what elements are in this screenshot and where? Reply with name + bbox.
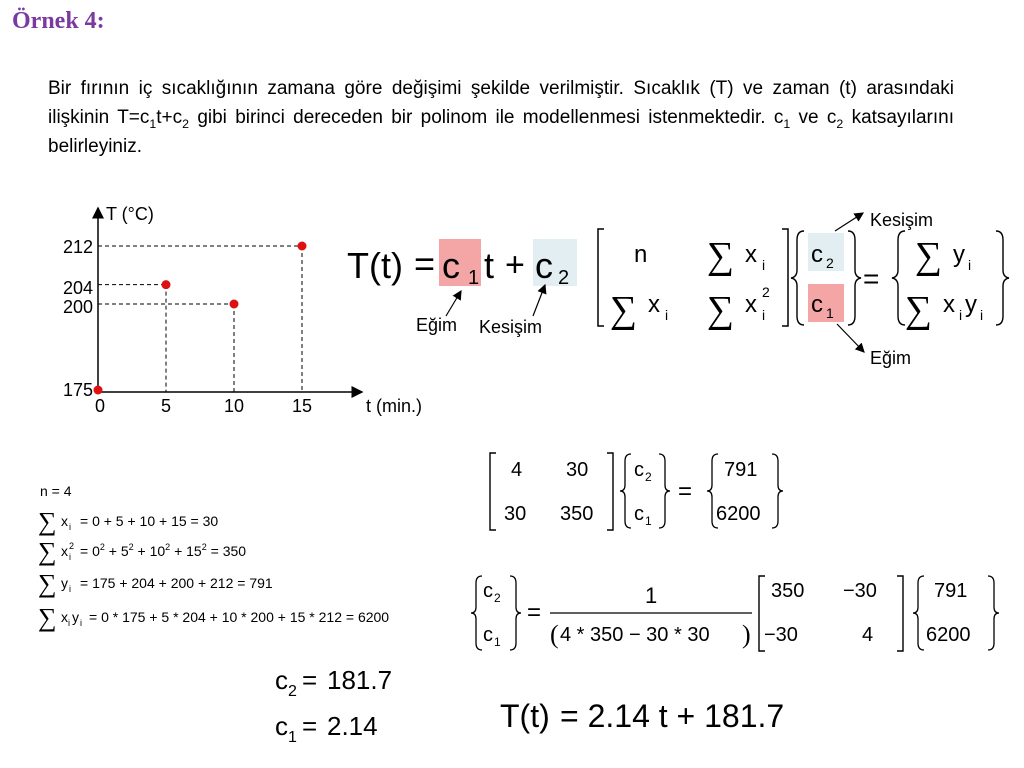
matrix-left-bracket <box>598 229 604 326</box>
sum-xiyi: ∑ <box>905 289 933 331</box>
n-line: n = 4 <box>40 483 72 499</box>
sum-xy-x: x <box>61 609 68 625</box>
model-c1: c <box>442 245 460 286</box>
model-equation <box>347 239 577 337</box>
inverse-solution <box>471 576 999 651</box>
results-block <box>275 665 784 746</box>
inv-vec-left-brace <box>471 576 482 650</box>
result-c1-value: 2.14 <box>327 711 378 741</box>
model-t: t <box>484 245 495 286</box>
slope-arrow <box>446 291 461 316</box>
system-c1-sub: 1 <box>645 514 652 528</box>
sum-x-var: x <box>61 513 68 529</box>
xiyi-x: x <box>943 291 955 318</box>
result-c1-eq: = <box>302 711 318 741</box>
sum-xy-y: y <box>72 609 79 625</box>
system-a12: 30 <box>566 459 589 481</box>
system-right-bracket <box>607 453 613 530</box>
yi: y <box>953 241 965 268</box>
model-c2: c <box>535 245 553 286</box>
yi-sub: i <box>968 257 972 273</box>
x-axis-label: t (min.) <box>366 396 422 416</box>
den-body: 4 * 350 − 30 * 30 <box>560 624 710 646</box>
inv-m21: −30 <box>764 624 798 646</box>
sum-xi2: ∑ <box>707 289 735 331</box>
normal-equals: = <box>863 263 880 294</box>
sum-y-symbol: ∑ <box>38 569 57 598</box>
system-vec-left-brace <box>620 454 631 528</box>
final-lhs: T(t) <box>500 698 550 734</box>
inv-c2: c <box>483 580 493 602</box>
example-title: Örnek 4: <box>12 8 105 34</box>
sum-x2-rhs: = $0^2 + 5^2 + 10^2 + 15^2 = 350$ <box>80 542 247 559</box>
xi2: x <box>745 291 757 318</box>
data-point <box>230 300 239 309</box>
system-c2: c <box>634 459 644 481</box>
model-equals: = <box>414 243 436 284</box>
sum-xy-rhs: = 0 * 175 + 5 * 204 + 10 * 200 + 15 * 212 = 6200 <box>89 609 390 625</box>
kesisim-label: Kesişim <box>870 210 934 230</box>
inv-c1-sub: 1 <box>494 635 501 649</box>
system-c2-sub: 2 <box>645 470 652 484</box>
sum-x-symbol: ∑ <box>38 507 57 536</box>
sum-x2-sup: 2 <box>69 541 75 551</box>
xiyi-y: y <box>965 291 977 318</box>
xi2-sub: i <box>762 307 766 323</box>
y-tick-label: 175 <box>62 380 93 400</box>
inv-equals: = <box>527 599 542 626</box>
system-a21: 30 <box>504 503 527 525</box>
sum-y-var: y <box>61 575 68 591</box>
egim-label: Eğim <box>870 348 912 368</box>
result-c2-sub: 2 <box>288 683 297 700</box>
inv-m11: 350 <box>771 580 805 602</box>
xiyi-x-sub: i <box>959 307 963 323</box>
sum-xy-symbol: ∑ <box>38 603 57 632</box>
den-open-paren: ( <box>550 620 559 649</box>
x-tick-label: 5 <box>160 396 172 416</box>
system-a22: 350 <box>560 503 594 525</box>
data-point <box>162 280 171 289</box>
sum-y-rhs: = 175 + 204 + 200 + 212 = 791 <box>80 575 273 591</box>
system-rhs-right-brace <box>772 454 783 528</box>
egim-arrow <box>837 324 864 352</box>
inv-rhs-left-brace <box>913 576 924 650</box>
normal-equations <box>598 210 1009 368</box>
sums-block <box>38 483 389 632</box>
vec-c1: c <box>811 291 823 318</box>
sum-xi-bottom: ∑ <box>610 289 638 331</box>
vec-c1-sub: 1 <box>826 305 834 321</box>
inv-matrix-right-bracket <box>897 576 903 651</box>
xi-top-sub: i <box>762 257 766 273</box>
y-axis-label: T (°C) <box>106 204 154 224</box>
matrix-right-bracket <box>782 229 788 326</box>
y-tick-labels <box>63 237 93 400</box>
sum-x2-symbol: ∑ <box>38 537 57 566</box>
system-left-bracket <box>490 453 496 530</box>
result-c1-sub: 1 <box>288 729 297 746</box>
linear-system <box>490 453 783 530</box>
sum-x2-sub: i <box>69 552 71 562</box>
result-c2-value: 181.7 <box>327 665 393 695</box>
data-point <box>94 386 103 395</box>
inv-b2: 6200 <box>926 624 971 646</box>
sum-xi-top: ∑ <box>707 235 735 277</box>
result-c1-var: c <box>275 711 288 741</box>
matrix-n: n <box>634 241 648 268</box>
scatter-chart <box>63 204 422 416</box>
system-b1: 791 <box>724 459 758 481</box>
xiyi-y-sub: i <box>980 307 984 323</box>
vector-left-brace <box>791 231 804 325</box>
y-tick-label: 200 <box>62 297 93 317</box>
sum-yi: ∑ <box>915 235 943 277</box>
x-tick-label: 15 <box>291 396 313 416</box>
guide-lines <box>98 246 302 392</box>
kesisim-arrow <box>835 213 863 231</box>
vec-c2-sub: 2 <box>826 255 834 271</box>
sum-xy-x-sub: i <box>68 618 70 628</box>
system-a11: 4 <box>511 459 523 481</box>
result-c2-eq: = <box>302 665 318 695</box>
problem-statement: Bir fırının iç sıcaklığının zamana göre değişimi şekilde verilmiştir. Sıcaklık (T) ve zaman (t) arasındaki ilişkinin $T=c_1t+c_2$ gibi birinci dereceden bir polinom ile modellenmesi istenmektedir. $c_1$ ve $c_2$ katsayılarını belirleyiniz. <box>48 78 954 157</box>
vec-c2: c <box>811 241 823 268</box>
inv-rhs-right-brace <box>988 576 999 650</box>
den-close-paren: ) <box>742 620 751 649</box>
vector-right-brace <box>848 231 861 325</box>
inv-m12: −30 <box>843 580 877 602</box>
rhs-right-brace <box>996 231 1009 325</box>
inv-b1: 791 <box>934 580 968 602</box>
data-point <box>298 242 307 251</box>
inv-c2-sub: 2 <box>494 591 501 605</box>
x-tick-labels <box>95 396 312 416</box>
sum-x-sub: i <box>69 522 71 532</box>
y-tick-label: 204 <box>62 278 93 298</box>
sum-x2-var: x <box>61 543 68 559</box>
model-slope-label: Eğim <box>416 315 458 335</box>
system-b2: 6200 <box>716 503 761 525</box>
model-intercept-label: Kesişim <box>479 317 543 337</box>
sum-x-rhs: = 0 + 5 + 10 + 15 = 30 <box>80 513 219 529</box>
xi-bottom-sub: i <box>665 307 669 323</box>
xi2-sup: 2 <box>762 284 770 300</box>
result-c2-var: c <box>275 665 288 695</box>
xi-top: x <box>745 241 757 268</box>
sum-y-sub: i <box>69 584 71 594</box>
model-lhs: T(t) <box>347 245 403 286</box>
model-c2-sub: 2 <box>558 267 570 289</box>
system-vec-right-brace <box>659 454 670 528</box>
x-tick-label: 0 <box>94 396 106 416</box>
system-c1: c <box>634 503 644 525</box>
model-c1-sub: 1 <box>468 267 480 289</box>
x-tick-label: 10 <box>223 396 245 416</box>
intercept-arrow <box>533 285 545 316</box>
inv-vec-right-brace <box>510 576 521 650</box>
system-equals: = <box>678 478 693 505</box>
sum-xy-y-sub: i <box>80 618 82 628</box>
xi-bottom: x <box>648 291 660 318</box>
inv-c1: c <box>483 624 493 646</box>
data-points <box>94 242 307 395</box>
y-tick-label: 212 <box>62 237 93 257</box>
model-plus: + <box>505 246 525 284</box>
rhs-left-brace <box>892 231 905 325</box>
final-rhs: = 2.14 t + 181.7 <box>560 698 785 734</box>
inv-numerator: 1 <box>645 583 658 608</box>
inv-m22: 4 <box>862 624 874 646</box>
